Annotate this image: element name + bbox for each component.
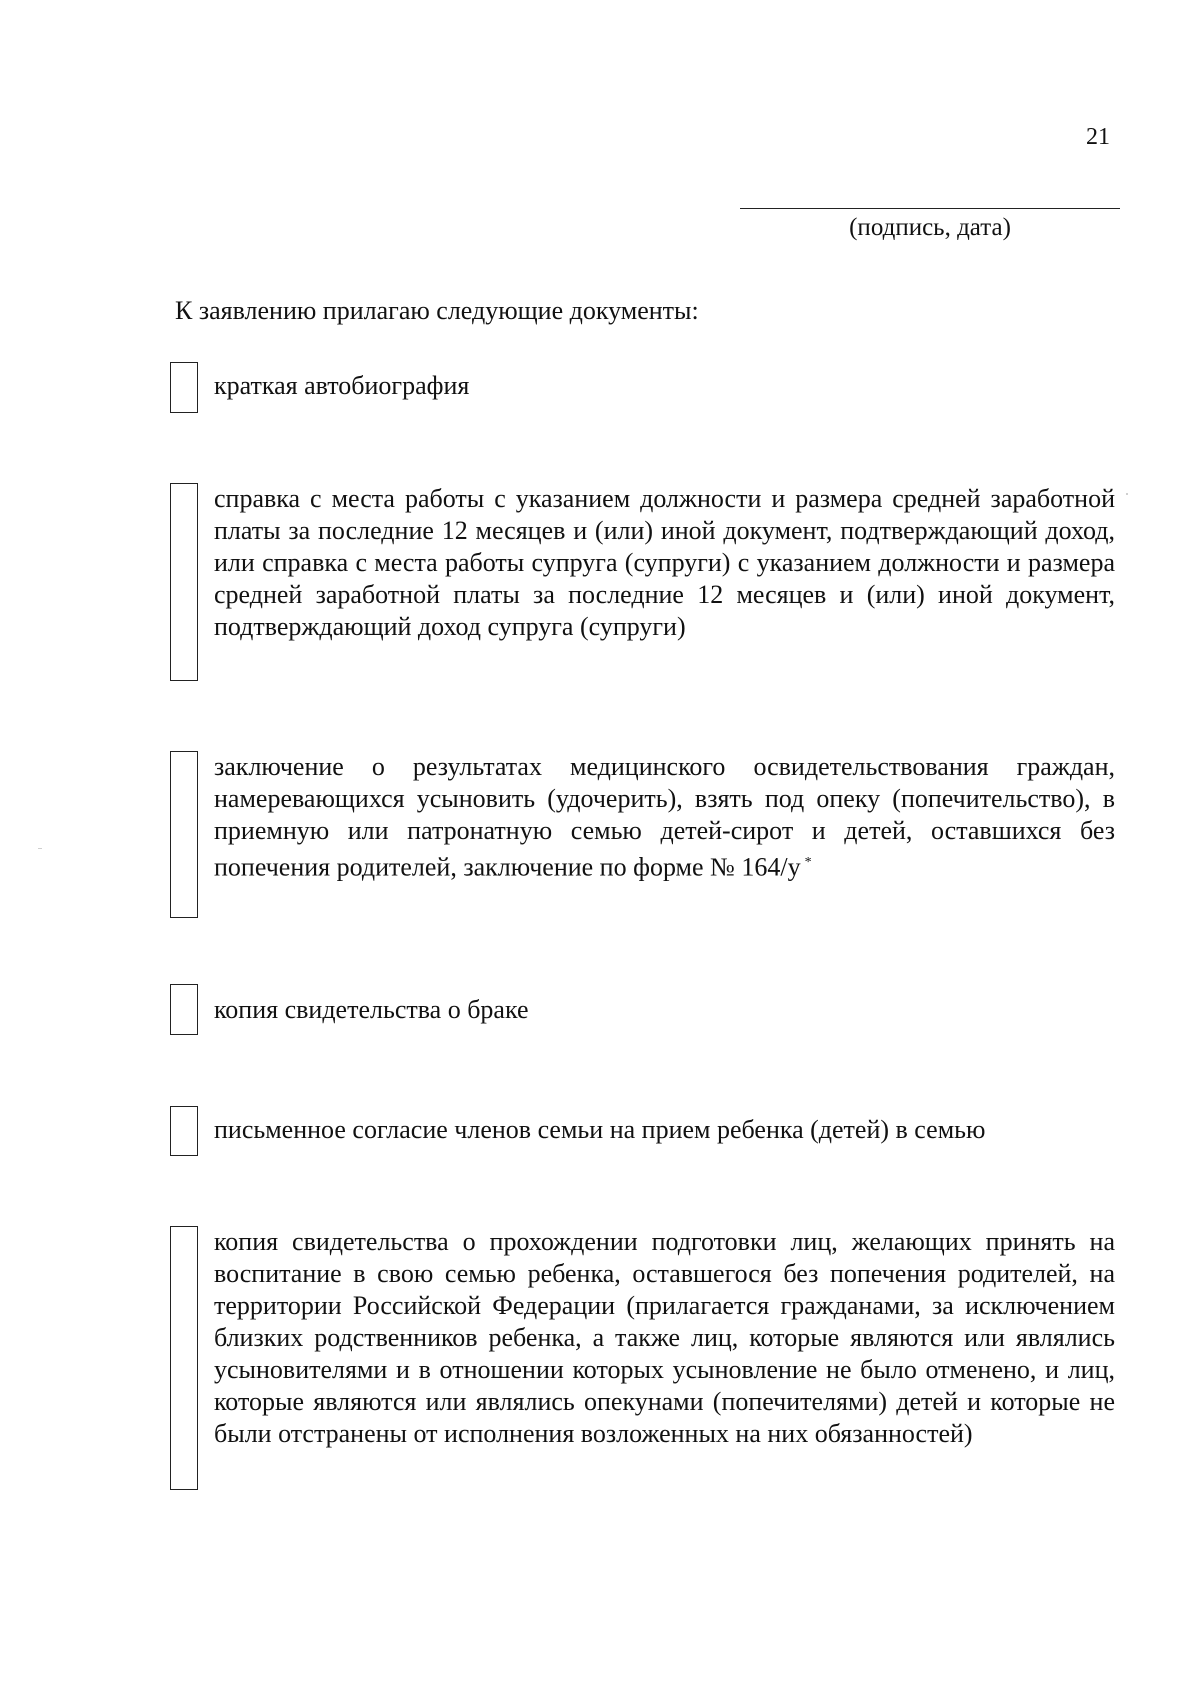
- document-item-text: копия свидетельства о прохождении подготовки лиц, желающих принять на воспитание в свою семью ребенка, оставшегося без попечения родителей, на территории Российской Федерации (прилагается гражданами, за исключением близких родственников ребенка, а также лиц, которые являются или являлись усыновителями и в отношении которых усыновление не было отменено, и лиц, которые являются или являлись опекунами (попечителями) детей и которые не были отстранены от исполнения возложенных на них обязанностей): [214, 1227, 1115, 1448]
- scan-artifact: [38, 848, 42, 849]
- document-item-text: [214, 751, 1115, 884]
- checkbox[interactable]: [170, 1226, 198, 1490]
- checkbox[interactable]: [170, 1106, 198, 1156]
- signature-caption: (подпись, дата): [849, 214, 1011, 241]
- document-item-text-body: заключение о результатах медицинского освидетельствования граждан, намеревающихся усыновить (удочерить), взять под опеку (попечительство), в приемную или патронатную семью детей-сирот и детей, оставшихся без попечения родителей, заключение по форме № 164/у: [214, 752, 1115, 882]
- signature-line: [740, 208, 1120, 209]
- page-number: 21: [1086, 124, 1110, 150]
- attachments-intro: К заявлению прилагаю следующие документы:: [175, 296, 699, 325]
- checkbox[interactable]: [170, 984, 198, 1035]
- scan-artifact: [1126, 493, 1128, 495]
- checkbox[interactable]: [170, 751, 198, 918]
- checkbox[interactable]: [170, 483, 198, 681]
- document-item-text: справка с места работы с указанием должности и размера средней заработной платы за последние 12 месяцев и (или) иной документ, подтверждающий доход, или справка с места работы супруга (супруги) с указанием должности и размера средней заработной платы за последние 12 месяцев и (или) иной документ, подтверждающий доход супруга (супруги): [214, 484, 1115, 641]
- document-item-text: письменное согласие членов семьи на прием ребенка (детей) в семью: [214, 1115, 986, 1144]
- footnote-mark: *: [804, 855, 812, 870]
- document-item-text: копия свидетельства о браке: [214, 995, 529, 1024]
- document-item-text: краткая автобиография: [214, 371, 470, 400]
- checkbox[interactable]: [170, 362, 198, 413]
